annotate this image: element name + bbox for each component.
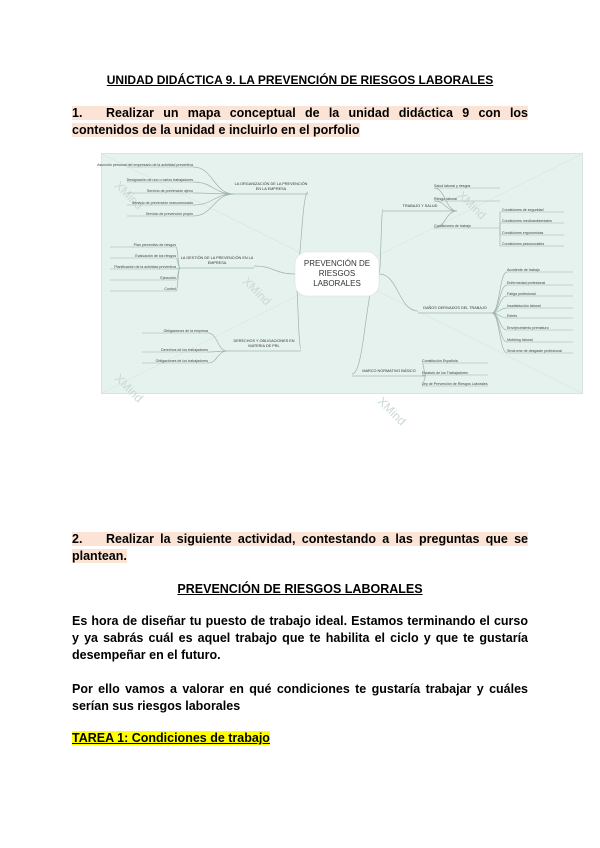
item-connector <box>492 285 507 313</box>
watermark-text: XMind <box>111 178 146 213</box>
item-connector <box>193 194 234 205</box>
branch-item: Plan preventivo de riesgos <box>133 243 176 247</box>
center-node-label: RIESGOS <box>318 269 356 278</box>
question-1-text: Realizar un mapa conceptual de la unidad didáctica 9 con los contenidos de la unidad e incluirlo en el porfolio <box>72 106 528 137</box>
branch-label: LA GESTIÓN DE LA PREVENCIÓN EN LA <box>180 256 254 260</box>
branch-item: Servicio de prevención mancomunado <box>131 201 193 205</box>
question-1 <box>72 105 528 139</box>
branch-connector <box>254 266 295 274</box>
item-connector <box>434 201 457 211</box>
branch-item: Obligaciones de la empresa <box>163 329 208 333</box>
branch-label: EN LA EMPRESA <box>255 187 287 191</box>
center-node-label: LABORALES <box>313 279 361 288</box>
branch-item: Control <box>164 287 176 291</box>
question-2 <box>72 531 528 565</box>
watermark-text: XMind <box>454 188 489 223</box>
branch-label: TRABAJO Y SALUD <box>402 204 438 208</box>
branch-label: LA ORGANIZACIÓN DE LA PREVENCIÓN <box>234 182 308 186</box>
branch-label: DAÑOS DERIVADOS DEL TRABAJO <box>423 306 487 310</box>
branch-item: Servicio de prevención propio <box>145 212 193 216</box>
branch-label: EMPRESA <box>207 261 227 265</box>
branch-subitem: Condiciones psicosociales <box>502 242 545 246</box>
watermark-text: XMind <box>111 371 146 406</box>
branch-label: MARCO NORMATIVO BÁSICO <box>362 369 416 373</box>
branch-item: Fatiga profesional <box>507 292 536 296</box>
item-connector <box>193 167 234 194</box>
item-connector <box>492 313 507 342</box>
document-title: UNIDAD DIDÁCTICA 9. LA PREVENCIÓN DE RIESGOS LABORALES <box>106 73 494 87</box>
item-connector <box>193 182 234 194</box>
question-2-text: Realizar la siguiente actividad, contestando a las preguntas que se plantean. <box>72 532 528 563</box>
branch-item: Planificación de la actividad preventiva <box>114 265 176 269</box>
item-connector <box>193 194 234 216</box>
branch-item: Síndrome de desgaste profesional <box>507 349 562 353</box>
watermark-text: XMind <box>374 394 409 429</box>
branch-item: Insatisfacción laboral <box>507 304 541 308</box>
branch-label: MATERIA DE PRL <box>248 344 280 348</box>
branch-item: Evaluación de los riesgos <box>135 254 176 258</box>
branch-connector <box>379 209 383 274</box>
question-2-number: 2. <box>72 532 83 546</box>
concept-map-image <box>97 153 583 429</box>
branch-label: DERECHOS Y OBLIGACIONES EN <box>233 339 295 343</box>
branch-item: Accidente de trabajo <box>507 268 540 272</box>
branch-item: Designación de uno o varios trabajadores <box>126 178 193 182</box>
branch-item: Mobbing laboral <box>507 338 533 342</box>
branch-subitem: Condiciones de seguridad <box>502 208 544 212</box>
branch-item: Ejecución <box>160 276 176 280</box>
branch-item: Estatuto de los Trabajadores <box>422 371 468 375</box>
branch-item: Condiciones de trabajo <box>434 224 471 228</box>
branch-item: Servicio de prevención ajeno <box>146 189 193 193</box>
branch-item: Salud laboral y riesgos <box>434 184 471 188</box>
task-1-heading: TAREA 1: Condiciones de trabajo <box>72 731 270 745</box>
item-connector <box>492 272 507 313</box>
branch-item: Asunción personal del empresario de la actividad preventiva <box>97 163 193 167</box>
center-node-label: PREVENCIÓN DE <box>303 259 371 268</box>
branch-item: Derechos de los trabajadores <box>161 348 208 352</box>
branch-item: Constitución Española <box>422 359 458 363</box>
question-1-number: 1. <box>72 106 83 120</box>
watermark-text: XMind <box>239 274 274 309</box>
branch-item: Riesgo laboral <box>434 197 457 201</box>
branch-item: Estrés <box>507 314 518 318</box>
paragraph-2: Por ello vamos a valorar en qué condiciones te gustaría trabajar y cuáles serían sus riesgos laborales <box>72 682 528 713</box>
branch-item: Obligaciones de los trabajadores <box>155 359 208 363</box>
branch-subitem: Condiciones ergonómicas <box>502 231 544 235</box>
branch-connector <box>379 274 418 311</box>
item-connector <box>176 247 180 268</box>
branch-item: Ley de Prevención de Riesgos Laborales <box>422 382 488 386</box>
concept-map-svg <box>97 154 582 429</box>
section-title: PREVENCIÓN DE RIESGOS LABORALES <box>177 582 423 596</box>
item-connector <box>208 351 227 363</box>
branch-subitem: Condiciones medioambientales <box>502 219 552 223</box>
item-connector <box>492 313 507 353</box>
branch-item: Enfermedad profesional <box>507 281 546 285</box>
branch-item: Envejecimiento prematuro <box>507 326 549 330</box>
paragraph-1: Es hora de diseñar tu puesto de trabajo ideal. Estamos terminando el curso y ya sabrás cuál es aquel trabajo que te habilita el ciclo y que te gustaría desempeñar en el futuro. <box>72 614 528 662</box>
